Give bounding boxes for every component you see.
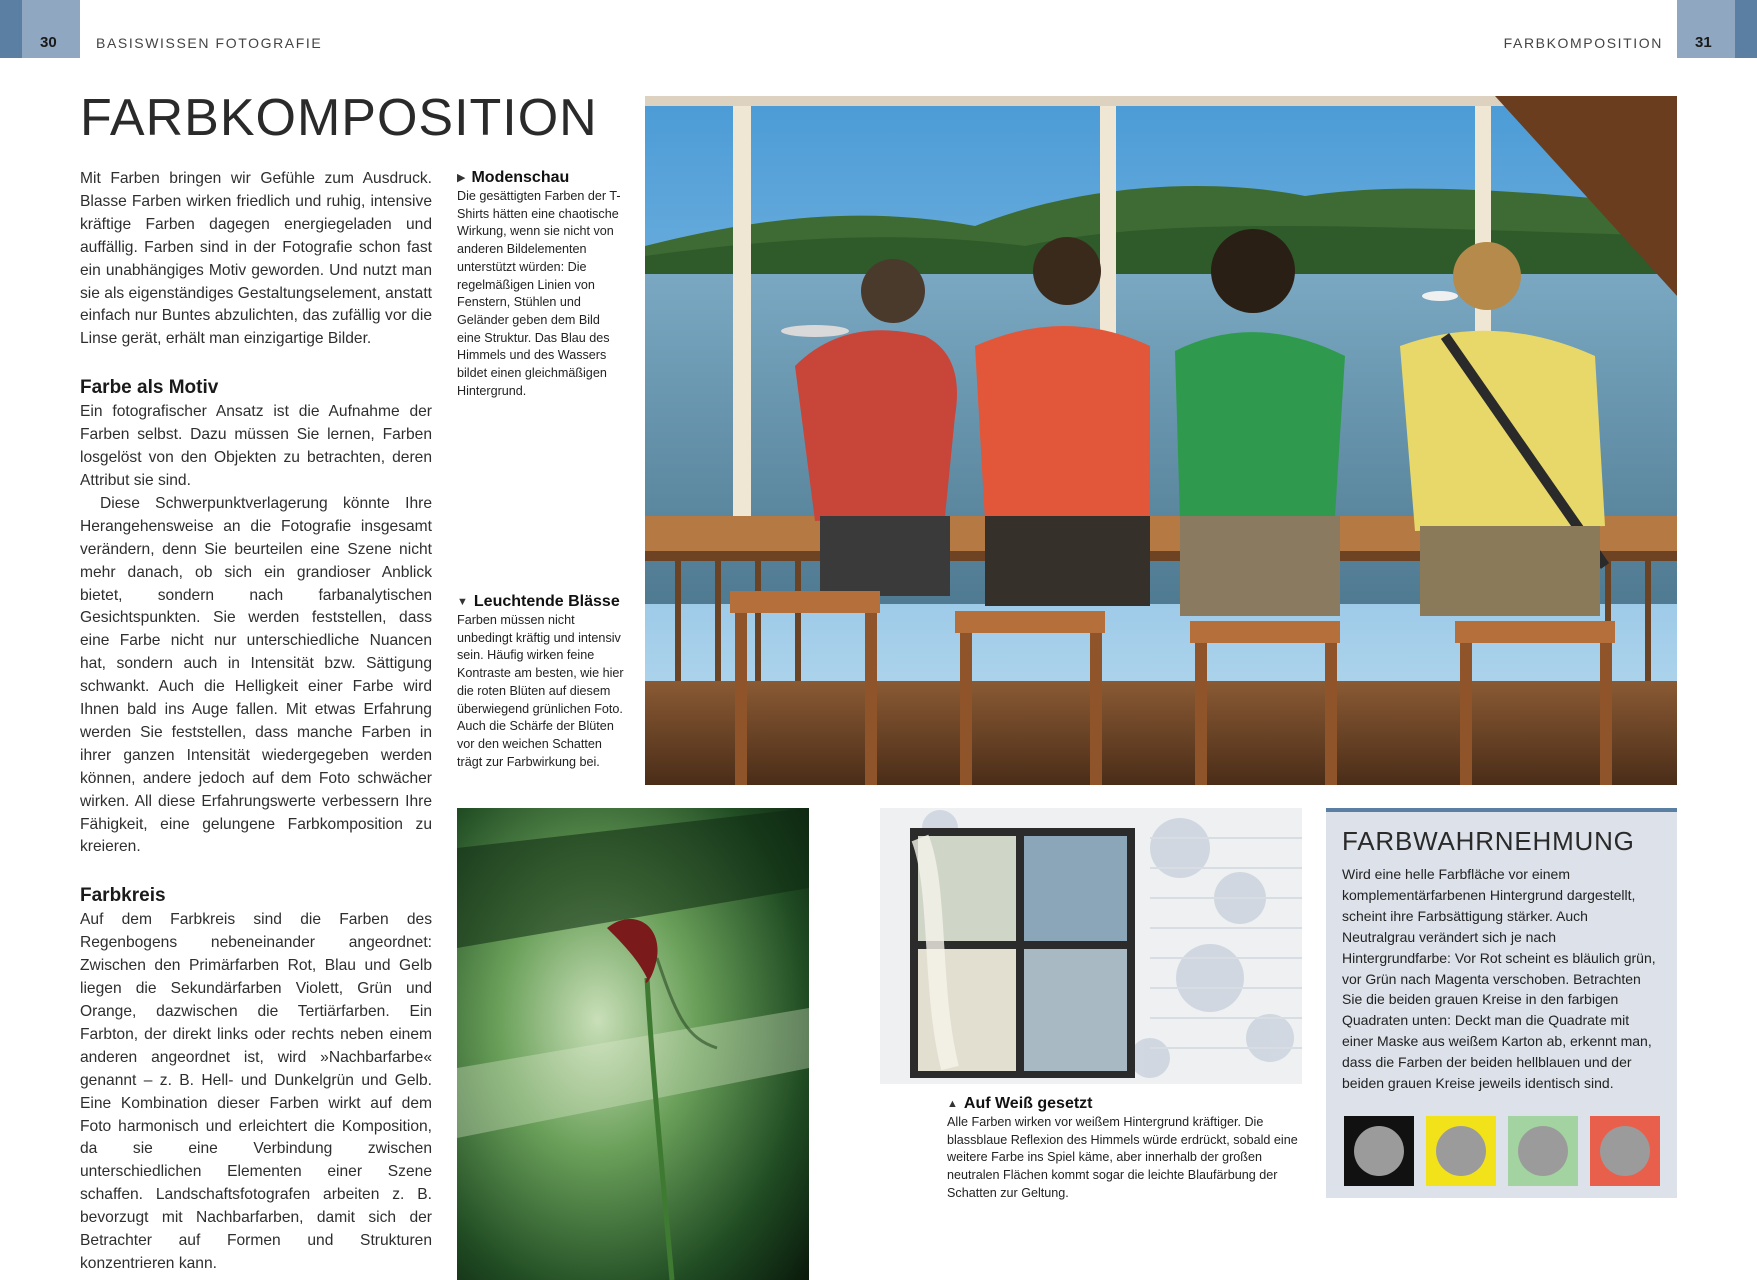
caption-blaesse-title: Leuchtende Blässe bbox=[473, 593, 620, 610]
page-title: FARBKOMPOSITION bbox=[80, 89, 598, 147]
left-page-number: 30 bbox=[40, 34, 57, 51]
section1-paragraph-2: Diese Schwerpunktverlagerung könnte Ihre Herangehensweise an die Fotografie insgesamt verändern, denn Sie beurteilen eine Szene nicht mehr danach, ob sich ein grandioser Anblick bietet, sondern nach farbanalytischen Gesichtspunkten. Sie werden feststellen, dass eine Farbe nicht nur unterschiedliche Nuancen hat, sondern auch in Intensität bzw. Sättigung schwankt. Auch die Helligkeit einer Farbe wird Ihnen bald ins Auge fallen. Mit etwas Erfahrung werden Sie feststellen, dass manche Farben in ihrer ganzen Intensität wiedergegeben werden können, andere jedoch auf dem Foto schwächer wirken. All diese Erfahrungswerte verbessern Ihre Fähigkeit, eine gelungene Farbkomposition zu kreieren. bbox=[80, 494, 432, 856]
left-tab-edge bbox=[0, 0, 22, 58]
caption-auf-weiss-gesetzt bbox=[947, 1094, 1301, 1203]
left-running-head: BASISWISSEN FOTOGRAFIE bbox=[96, 35, 323, 51]
left-page-tab bbox=[0, 0, 80, 58]
caption-modenschau-heading bbox=[457, 168, 627, 188]
section-heading-farbkreis: Farbkreis bbox=[80, 885, 166, 907]
swatch-black bbox=[1344, 1116, 1414, 1186]
caption-weiss-title: Auf Weiß gesetzt bbox=[963, 1095, 1093, 1112]
caption-modenschau bbox=[457, 168, 627, 400]
body-column bbox=[80, 168, 432, 1276]
swatch-green-gray-dot bbox=[1518, 1126, 1568, 1176]
photo-calla-lily bbox=[457, 808, 809, 1280]
section-heading-farbe-als-motiv: Farbe als Motiv bbox=[80, 377, 219, 399]
caption-blaesse-heading bbox=[457, 592, 627, 612]
swatch-black-gray-dot bbox=[1354, 1126, 1404, 1176]
right-page-number: 31 bbox=[1695, 34, 1712, 51]
section2-paragraph-1: Auf dem Farbkreis sind die Farben des Regenbogens nebeneinander angeordnet: Zwischen den Primärfarben Rot, Blau und Gelb liegen die Sekundärfarben Violett, Grün und Orange, dazwischen die Tertiärfarben. Ein Farbton, der direkt links oder rechts neben einem anderen angeordnet ist, wird »Nachbarfarbe« genannt – z. B. Hell- und Dunkelgrün und Gelb. Eine Kombination dieser Farben wirkt auf dem Foto harmonisch und erleichtert die Komposition, da sie eine Verbindung zwischen unterschiedlichen Elementen einer Szene schaffen. Landschaftsfotografen arbeiten z. B. bevorzugt mit Nachbarfarben, damit sich der Betrachter auf Formen und Strukturen konzentrieren kann. bbox=[80, 911, 432, 1272]
arrow-up-icon: ▲ bbox=[947, 1098, 958, 1110]
caption-modenschau-title: Modenschau bbox=[471, 169, 570, 186]
photo-friends-at-bar-graphic bbox=[645, 96, 1677, 785]
info-box-text: Wird eine helle Farbfläche vor einem komplementärfarbenen Hintergrund dargestellt, scheint ihre Farbsättigung stärker. Auch Neutralgrau verändert sich je nach Hintergrundfarbe: Vor Rot scheint es bläulich grün, vor Grün nach Magenta verschoben. Betrachten Sie die beiden grauen Kreise in den farbigen Quadraten unten: Deckt man die Quadrate mit einer Maske aus weißem Karton ab, erkennt man, dass die Farben der beiden hellblauen und der beiden grauen Kreise jeweils identisch sind. bbox=[1342, 866, 1656, 1092]
caption-weiss-heading bbox=[947, 1094, 1301, 1114]
swatch-yellow bbox=[1426, 1116, 1496, 1186]
info-box-heading: FARBWAHRNEHMUNG bbox=[1342, 826, 1635, 856]
swatch-yellow-gray-dot bbox=[1436, 1126, 1486, 1176]
swatch-red bbox=[1590, 1116, 1660, 1186]
caption-modenschau-text: Die gesättigten Farben der T-Shirts hätten eine chaotische Wirkung, wenn sie nicht von anderen Bildelementen unterstützt würden: Die regelmäßigen Linien von Fenstern, Stühlen und Geländer geben dem Bild eine Struktur. Das Blau des Himmels und des Wassers bildet einen gleichmäßigen Hintergrund. bbox=[457, 189, 621, 398]
swatch-green bbox=[1508, 1116, 1578, 1186]
caption-blaesse-text: Farben müssen nicht unbedingt kräftig und intensiv sein. Häufig wirken feine Kontraste am besten, wie hier die roten Blüten auf diesem überwiegend grünlichen Foto. Auch die Schärfe der Blüten vor den weichen Schatten trägt zur Farbwirkung bei. bbox=[457, 613, 624, 769]
caption-weiss-text: Alle Farben wirken vor weißem Hintergrund kräftiger. Die blassblaue Reflexion des Himmels würde erdrückt, sobald eine weitere Farbe ins Spiel käme, aber innerhalb der großen neutralen Flächen kommt sogar die leichte Blaufärbung der Schatten zur Geltung. bbox=[947, 1115, 1298, 1200]
swatch-red-gray-dot bbox=[1600, 1126, 1650, 1176]
caption-leuchtende-blaesse bbox=[457, 592, 627, 771]
intro-paragraph: Mit Farben bringen wir Gefühle zum Ausdruck. Blasse Farben wirken friedlich und ruhig, intensive kräftige Farben dagegen energiegeladen und auffällig. Farben sind in der Fotografie schon fast ein unabhängiges Motiv geworden. Und nutzt man sie als eigenständiges Gestaltungselement, anstatt einfach nur Buntes abzulichten, das zufällig vor die Linse gerät, erhält man einzigartige Bilder. bbox=[80, 170, 432, 348]
section1-paragraph-1: Ein fotografischer Ansatz ist die Aufnahme der Farben selbst. Dazu müssen Sie lernen, Farben losgelöst von den Objekten zu betrachten, deren Attribut sie sind. bbox=[80, 403, 432, 489]
right-page-tab bbox=[1677, 0, 1757, 58]
photo-white-wall-window-graphic bbox=[880, 808, 1302, 1084]
photo-calla-lily-graphic bbox=[457, 808, 809, 1280]
arrow-down-icon: ▼ bbox=[457, 596, 468, 608]
photo-white-wall-window bbox=[880, 808, 1302, 1084]
photo-friends-at-bar bbox=[645, 96, 1677, 785]
right-tab-edge bbox=[1735, 0, 1757, 58]
arrow-right-icon: ▶ bbox=[457, 172, 466, 184]
right-running-head: FARBKOMPOSITION bbox=[1503, 35, 1663, 51]
